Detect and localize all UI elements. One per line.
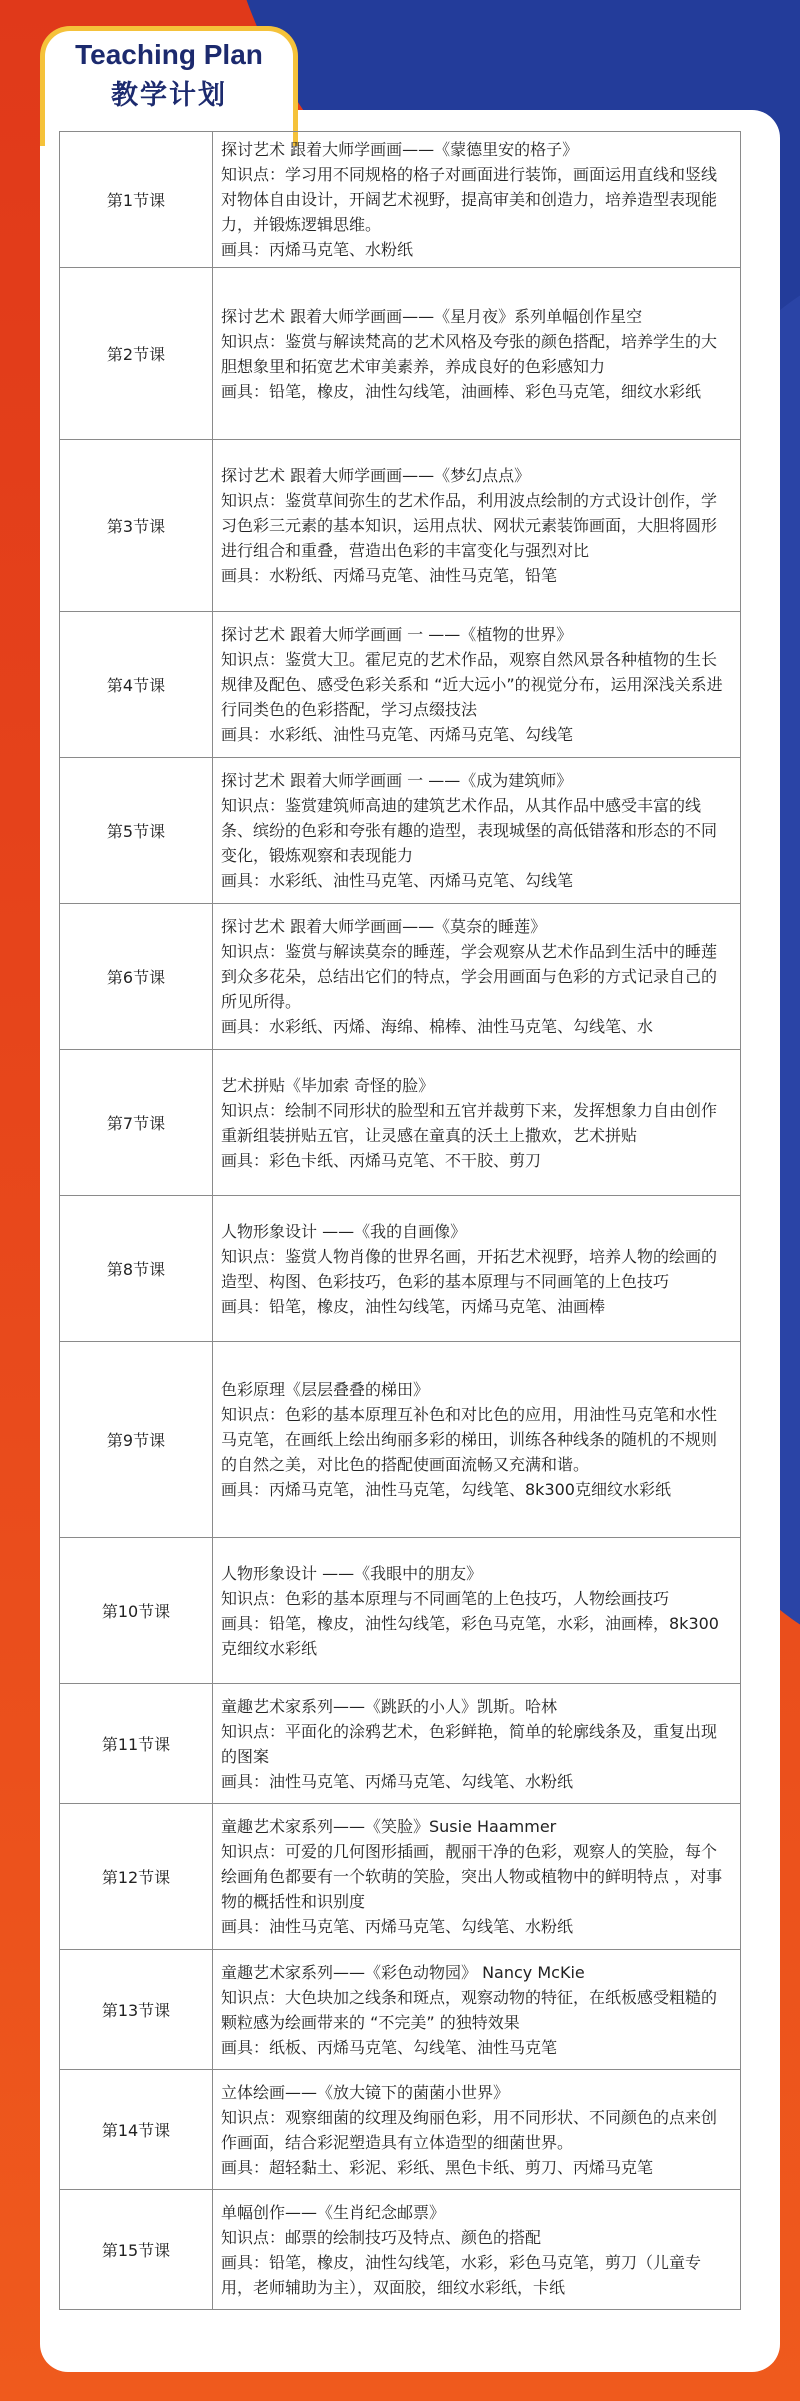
lesson-row <box>60 268 741 440</box>
lesson-title: 探讨艺术 跟着大师学画画——《蒙德里安的格子》 <box>221 140 579 159</box>
lesson-knowledge: 知识点：学习用不同规格的格子对画面进行装饰，画面运用直线和竖线对物体自由设计，开阔艺术视野，提高审美和创造力，培养造型表现能力，并锻炼逻辑思维。 <box>221 165 718 234</box>
lesson-knowledge: 知识点：鉴赏人物肖像的世界名画，开拓艺术视野，培养人物的绘画的造型、构图、色彩技巧，色彩的基本原理与不同画笔的上色技巧 <box>221 1246 718 1291</box>
teaching-plan-table <box>59 131 741 2310</box>
lesson-label: 第5节课 <box>60 758 213 904</box>
lesson-content <box>213 1196 741 1342</box>
lesson-knowledge: 知识点：观察细菌的纹理及绚丽色彩，用不同形状、不同颜色的点来创作画面，结合彩泥塑造具有立体造型的细菌世界。 <box>221 2107 718 2152</box>
lesson-content <box>213 904 741 1050</box>
lesson-content <box>213 440 741 612</box>
lesson-title: 立体绘画——《放大镜下的菌菌小世界》 <box>221 2082 510 2102</box>
lesson-materials: 画具：水粉纸、丙烯马克笔、油性马克笔，铅笔 <box>221 566 558 585</box>
lesson-content <box>213 1538 741 1684</box>
lesson-knowledge: 知识点：鉴赏大卫。霍尼克的艺术作品，观察自然风景各种植物的生长规律及配色、感受色彩关系和 “近大远小”的视觉分布，运用深浅关系进行同类色的色彩搭配，学习点缀技法 <box>221 650 723 719</box>
lesson-title: 童趣艺术家系列——《笑脸》Susie Haammer <box>221 1817 557 1836</box>
lesson-title: 探讨艺术 跟着大师学画画——《莫奈的睡莲》 <box>221 917 547 936</box>
lesson-content <box>213 1684 741 1804</box>
lesson-row <box>60 2070 741 2190</box>
lesson-row <box>60 132 741 268</box>
lesson-knowledge: 知识点：大色块加之线条和斑点，观察动物的特征，在纸板感受粗糙的颗粒感为绘画带来的 “不完美” 的独特效果 <box>221 1987 718 2032</box>
lesson-knowledge: 知识点：鉴赏与解读梵高的艺术风格及夸张的颜色搭配，培养学生的大胆想象里和拓宽艺术审美素养，养成良好的色彩感知力 <box>221 331 718 376</box>
lesson-content <box>213 2070 741 2190</box>
lesson-content <box>213 758 741 904</box>
lesson-row <box>60 758 741 904</box>
lesson-title: 艺术拼贴《毕加索 奇怪的脸》 <box>221 1075 435 1095</box>
lesson-label: 第9节课 <box>60 1342 213 1538</box>
lesson-title: 色彩原理《层层叠叠的梯田》 <box>221 1380 430 1399</box>
lesson-content <box>213 132 741 268</box>
lesson-row <box>60 1538 741 1684</box>
lesson-row <box>60 1050 741 1196</box>
lesson-materials: 画具：水彩纸、油性马克笔、丙烯马克笔、勾线笔 <box>221 725 574 744</box>
lesson-knowledge: 知识点：平面化的涂鸦艺术，色彩鲜艳，简单的轮廓线条及，重复出现的图案 <box>221 1721 718 1766</box>
lesson-title: 单幅创作——《生肖纪念邮票》 <box>221 2202 446 2222</box>
lesson-title: 童趣艺术家系列——《彩色动物园》 Nancy McKie <box>221 1962 585 1982</box>
lesson-knowledge: 知识点：鉴赏与解读莫奈的睡莲，学会观察从艺术作品到生活中的睡莲到众多花朵，总结出它们的特点，学会用画面与色彩的方式记录自己的所见所得。 <box>221 942 718 1011</box>
lesson-row <box>60 1342 741 1538</box>
lesson-knowledge: 知识点：可爱的几何图形插画，靓丽干净的色彩，观察人的笑脸，每个绘画角色都要有一个软萌的笑脸，突出人物或植物中的鲜明特点 ，对事物的概括性和识别度 <box>221 1842 723 1911</box>
lesson-row <box>60 1950 741 2070</box>
lesson-title: 探讨艺术 跟着大师学画画 一 ——《植物的世界》 <box>221 625 573 644</box>
lesson-content <box>213 1050 741 1196</box>
lesson-label: 第3节课 <box>60 440 213 612</box>
lesson-title: 童趣艺术家系列——《跳跃的小人》凯斯。哈林 <box>221 1696 558 1716</box>
lesson-row <box>60 612 741 758</box>
lesson-title: 探讨艺术 跟着大师学画画——《梦幻点点》 <box>221 466 531 485</box>
lesson-title: 人物形象设计 ——《我眼中的朋友》 <box>221 1563 483 1583</box>
lesson-knowledge: 知识点：绘制不同形状的脸型和五官并裁剪下来，发挥想象力自由创作 重新组装拼贴五官，让灵感在童真的沃土上撒欢，艺术拼贴 <box>221 1100 718 1145</box>
lesson-content <box>213 268 741 440</box>
lesson-materials: 画具：水彩纸、丙烯、海绵、棉棒、油性马克笔、勾线笔、水 <box>221 1017 654 1036</box>
lesson-knowledge: 知识点：色彩的基本原理与不同画笔的上色技巧，人物绘画技巧 <box>221 1588 670 1608</box>
lesson-title: 探讨艺术 跟着大师学画画 一 ——《成为建筑师》 <box>221 771 573 790</box>
lesson-label: 第1节课 <box>60 132 213 268</box>
title-tab <box>40 26 298 146</box>
lesson-label: 第10节课 <box>60 1538 213 1684</box>
lesson-materials: 画具：铅笔，橡皮，油性勾线笔，油画棒、彩色马克笔，细纹水彩纸 <box>221 381 702 401</box>
lesson-title: 探讨艺术 跟着大师学画画——《星月夜》系列单幅创作星空 <box>221 306 643 326</box>
lesson-row <box>60 1196 741 1342</box>
lesson-content <box>213 1342 741 1538</box>
title-english: Teaching Plan <box>75 39 263 70</box>
lesson-materials: 画具：丙烯马克笔，油性马克笔，勾线笔、8k300克细纹水彩纸 <box>221 1480 671 1499</box>
lesson-knowledge: 知识点：鉴赏草间弥生的艺术作品，利用波点绘制的方式设计创作，学习色彩三元素的基本知识，运用点状、网状元素装饰画面，大胆将圆形进行组合和重叠，营造出色彩的丰富变化与强烈对比 <box>221 491 718 560</box>
lesson-label: 第2节课 <box>60 268 213 440</box>
lesson-content <box>213 1804 741 1950</box>
lesson-row <box>60 1684 741 1804</box>
title-chinese: 教学计划 <box>111 80 227 111</box>
lesson-materials: 画具：彩色卡纸、丙烯马克笔、不干胶、剪刀 <box>221 1150 542 1170</box>
lesson-label: 第11节课 <box>60 1684 213 1804</box>
lesson-label: 第7节课 <box>60 1050 213 1196</box>
lesson-materials: 画具：铅笔，橡皮，油性勾线笔，丙烯马克笔、油画棒 <box>221 1296 606 1316</box>
lesson-label: 第6节课 <box>60 904 213 1050</box>
lesson-materials: 画具：铅笔，橡皮，油性勾线笔，水彩，彩色马克笔，剪刀（儿童专用，老师辅助为主），双面胶，细纹水彩纸，卡纸 <box>221 2252 702 2297</box>
lesson-knowledge: 知识点：邮票的绘制技巧及特点、颜色的搭配 <box>221 2227 542 2247</box>
lesson-materials: 画具：油性马克笔、丙烯马克笔、勾线笔、水粉纸 <box>221 1771 574 1791</box>
lesson-materials: 画具：超轻黏土、彩泥、彩纸、黑色卡纸、剪刀、丙烯马克笔 <box>221 2157 654 2177</box>
lesson-label: 第13节课 <box>60 1950 213 2070</box>
lesson-content <box>213 2190 741 2310</box>
lesson-materials: 画具：水彩纸、油性马克笔、丙烯马克笔、勾线笔 <box>221 871 574 890</box>
lesson-materials: 画具：纸板、丙烯马克笔、勾线笔、油性马克笔 <box>221 2037 558 2057</box>
lesson-materials: 画具：丙烯马克笔、水粉纸 <box>221 240 414 259</box>
lesson-label: 第4节课 <box>60 612 213 758</box>
lesson-materials: 画具：油性马克笔、丙烯马克笔、勾线笔、水粉纸 <box>221 1917 574 1936</box>
lesson-label: 第14节课 <box>60 2070 213 2190</box>
lesson-knowledge: 知识点：色彩的基本原理互补色和对比色的应用，用油性马克笔和水性马克笔，在画纸上绘出绚丽多彩的梯田，训练各种线条的随机的不规则的自然之美，对比色的搭配使画面流畅又充满和谐。 <box>221 1405 718 1474</box>
lesson-label: 第8节课 <box>60 1196 213 1342</box>
lesson-content <box>213 612 741 758</box>
lesson-row <box>60 440 741 612</box>
lesson-label: 第12节课 <box>60 1804 213 1950</box>
lesson-label: 第15节课 <box>60 2190 213 2310</box>
lesson-materials: 画具：铅笔，橡皮，油性勾线笔，彩色马克笔，水彩，油画棒，8k300克细纹水彩纸 <box>221 1613 719 1658</box>
lesson-row <box>60 2190 741 2310</box>
lesson-content <box>213 1950 741 2070</box>
lesson-row <box>60 1804 741 1950</box>
lesson-row <box>60 904 741 1050</box>
lesson-title: 人物形象设计 ——《我的自画像》 <box>221 1221 467 1241</box>
lesson-knowledge: 知识点：鉴赏建筑师高迪的建筑艺术作品，从其作品中感受丰富的线条、缤纷的色彩和夸张有趣的造型，表现城堡的高低错落和形态的不同变化，锻炼观察和表现能力 <box>221 796 718 865</box>
